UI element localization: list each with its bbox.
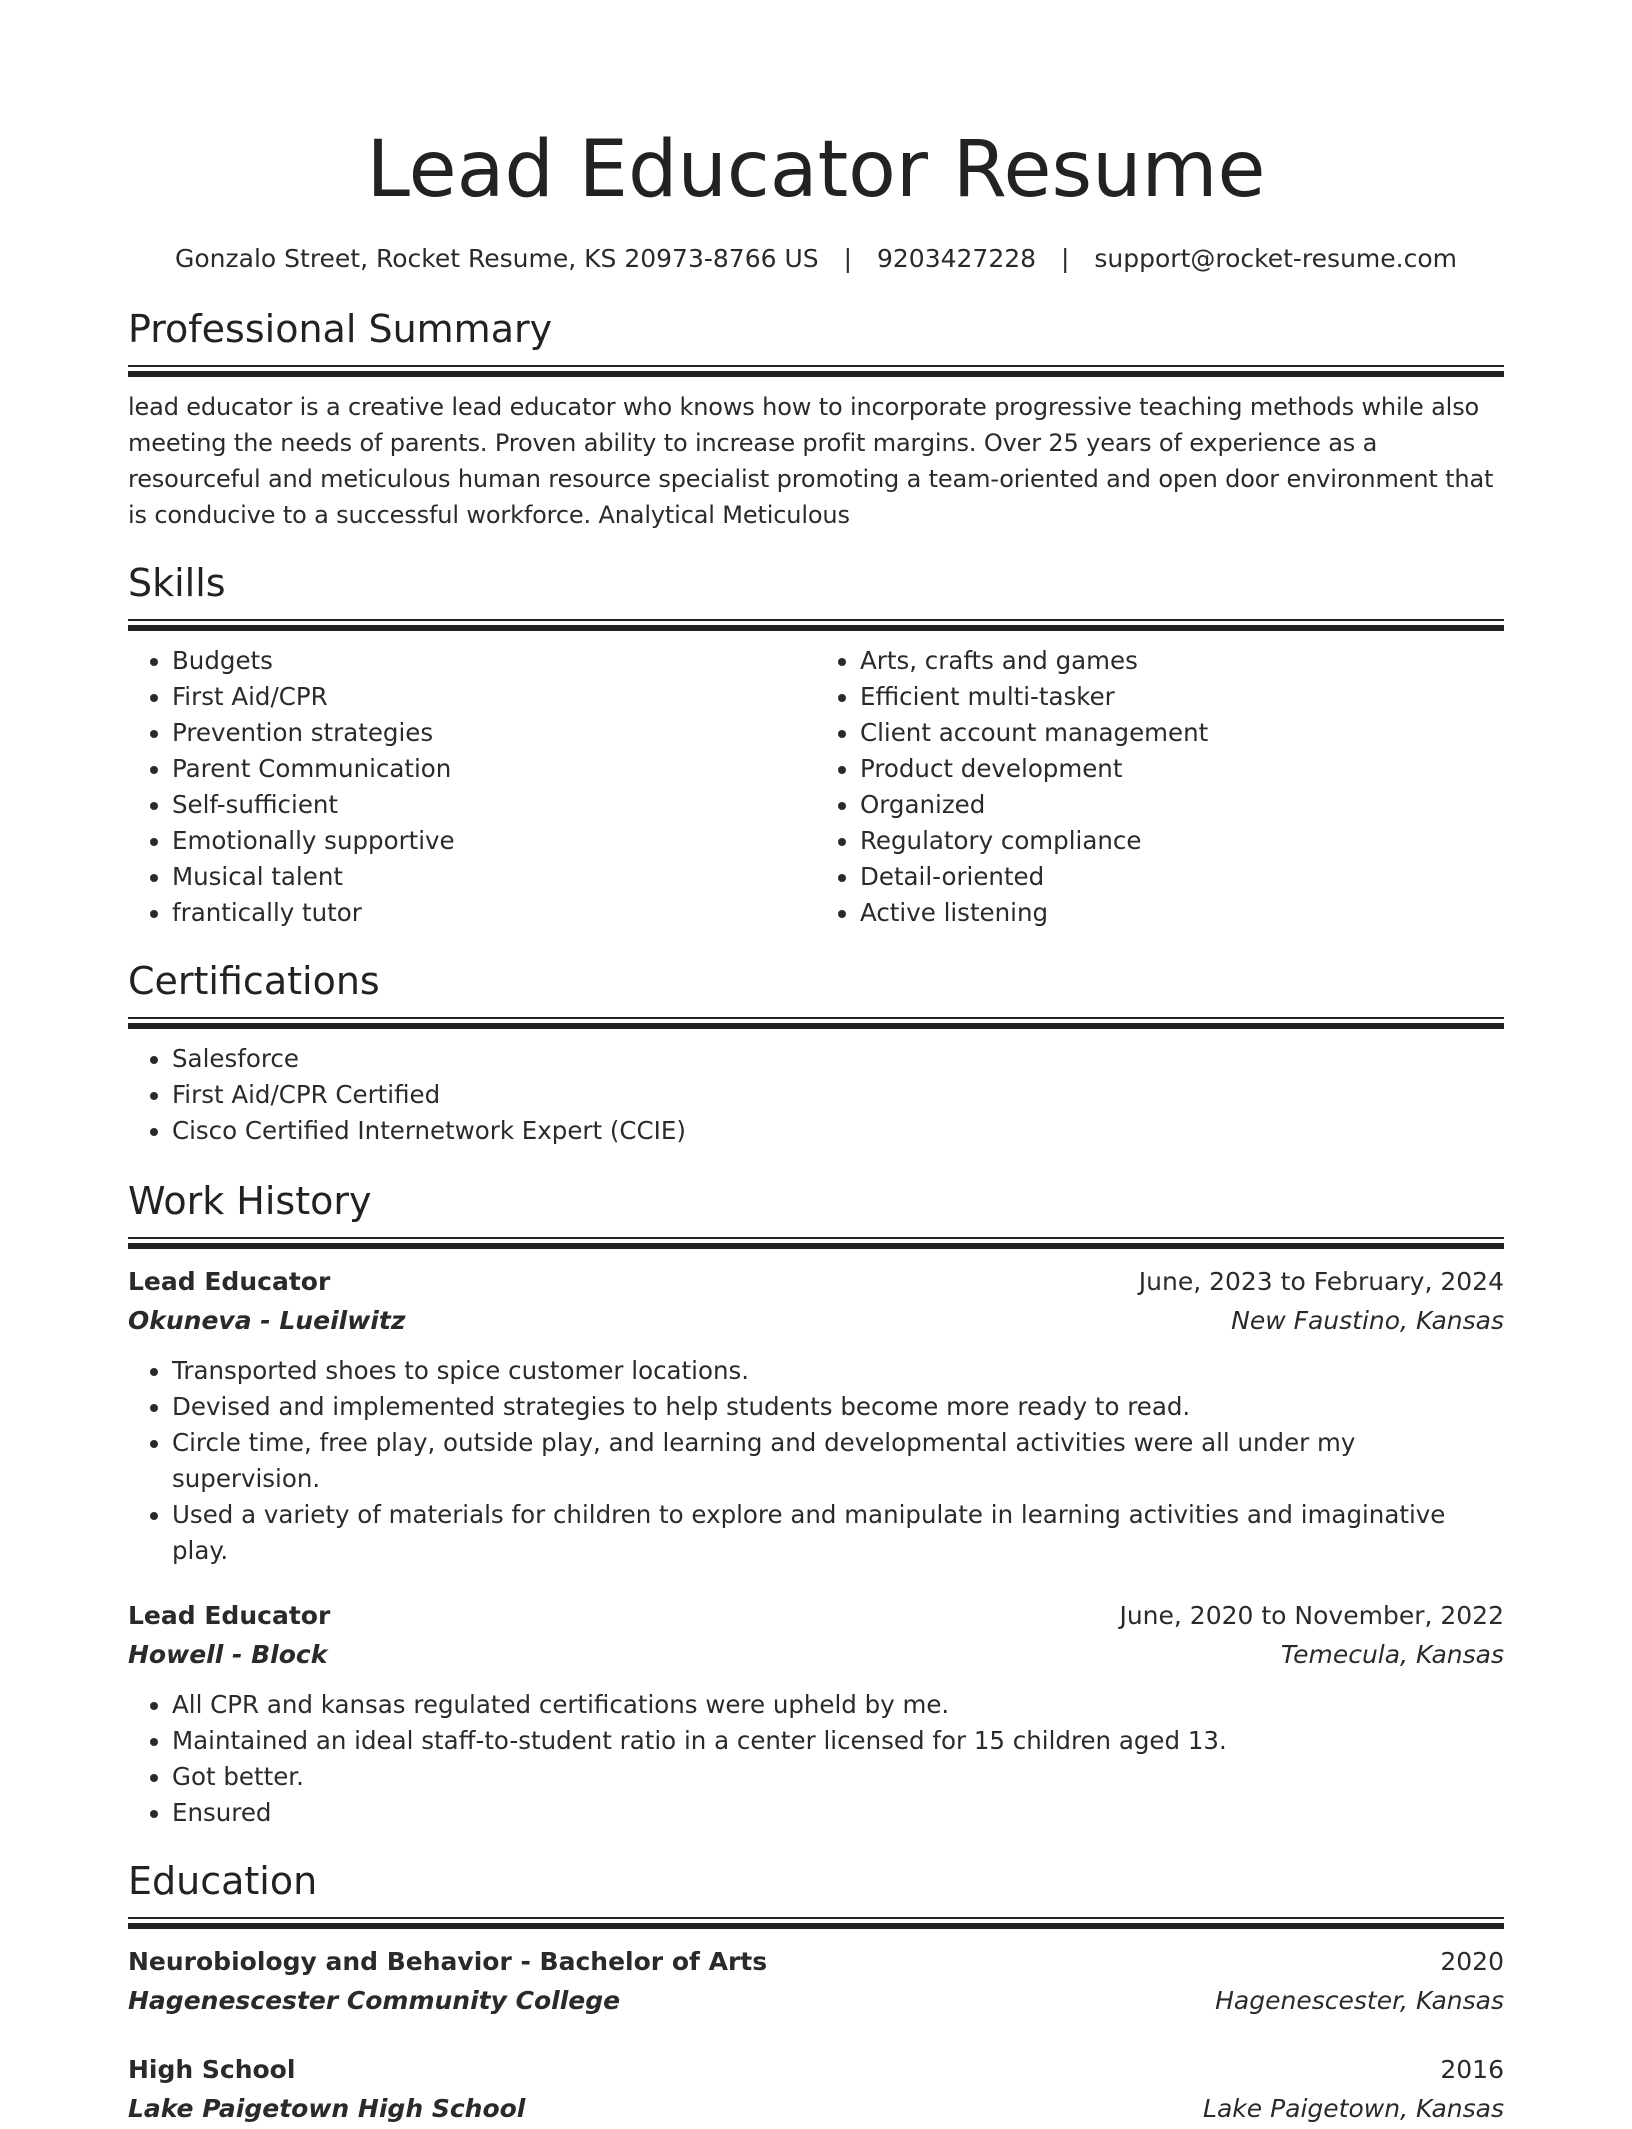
skills-list-right: [816, 643, 1504, 931]
education-location: Lake Paigetown, Kansas: [1203, 2094, 1504, 2123]
list-item: • Emotionally supportive: [172, 823, 816, 859]
section-divider: [128, 1017, 1504, 1029]
section-heading: Education: [128, 1859, 318, 1903]
education-subheader-row: [128, 1981, 1504, 2021]
list-item: • Product development: [860, 751, 1504, 787]
contact-address: Gonzalo Street, Rocket Resume, KS 20973-8766 US: [175, 244, 819, 273]
resume-page: [128, 0, 1504, 2129]
education-year: 2020: [1440, 1947, 1504, 1976]
education-header-row: [128, 2051, 1504, 2089]
section-heading: Skills: [128, 561, 226, 605]
contact-line: [128, 242, 1504, 276]
list-item: • Client account management: [860, 715, 1504, 751]
education-school: Hagenescester Community College: [128, 1986, 621, 2015]
list-item: • Used a variety of materials for children to explore and manipulate in learning activities and imaginative play.: [172, 1497, 1504, 1569]
certifications-list: [128, 1041, 1504, 1149]
list-item: • Detail-oriented: [860, 859, 1504, 895]
list-item: • First Aid/CPR Certified: [172, 1077, 1504, 1113]
job-subheader-row: [128, 1301, 1504, 1341]
list-item: • Circle time, free play, outside play, and learning and developmental activities were all under my supervision.: [172, 1425, 1504, 1497]
education-location: Hagenescester, Kansas: [1215, 1986, 1504, 2015]
contact-phone: 9203427228: [876, 244, 1037, 273]
skills-grid: [128, 643, 1504, 931]
list-item: • Active listening: [860, 895, 1504, 931]
list-item: • Ensured: [172, 1795, 1504, 1831]
job-header-row: [128, 1597, 1504, 1635]
contact-separator: |: [843, 244, 853, 273]
job-subheader-row: [128, 1635, 1504, 1675]
job-entry: [128, 1597, 1504, 1831]
summary-section: [128, 305, 1504, 533]
list-item: • Devised and implemented strategies to help students become more ready to read.: [172, 1389, 1504, 1425]
job-title: Lead Educator: [128, 1267, 331, 1296]
education-header-row: [128, 1943, 1504, 1981]
job-location: New Faustino, Kansas: [1231, 1306, 1504, 1335]
list-item: • Organized: [860, 787, 1504, 823]
education-entry: [128, 2051, 1504, 2129]
education-section: [128, 1857, 1504, 2129]
list-item: • First Aid/CPR: [172, 679, 816, 715]
contact-email: support@rocket-resume.com: [1094, 244, 1457, 273]
job-dates: June, 2020 to November, 2022: [1119, 1601, 1504, 1630]
education-year: 2016: [1440, 2055, 1504, 2084]
job-bullets: [128, 1353, 1504, 1569]
list-item: • Regulatory compliance: [860, 823, 1504, 859]
list-item: • Salesforce: [172, 1041, 1504, 1077]
section-divider: [128, 619, 1504, 631]
list-item: • Self-sufficient: [172, 787, 816, 823]
job-header-row: [128, 1263, 1504, 1301]
section-heading: Work History: [128, 1179, 372, 1223]
list-item: • Musical talent: [172, 859, 816, 895]
education-entry: [128, 1943, 1504, 2021]
list-item: • Cisco Certified Internetwork Expert (CCIE): [172, 1113, 1504, 1149]
job-bullets: [128, 1687, 1504, 1831]
job-company: Okuneva - Lueilwitz: [128, 1306, 406, 1335]
education-degree: High School: [128, 2055, 296, 2084]
skills-section: [128, 559, 1504, 931]
education-subheader-row: [128, 2089, 1504, 2129]
resume-title: Lead Educator Resume: [366, 125, 1266, 215]
list-item: • frantically tutor: [172, 895, 816, 931]
section-divider: [128, 1917, 1504, 1929]
education-degree: Neurobiology and Behavior - Bachelor of Arts: [128, 1947, 768, 1976]
job-dates: June, 2023 to February, 2024: [1138, 1267, 1504, 1296]
education-school: Lake Paigetown High School: [128, 2094, 526, 2123]
job-location: Temecula, Kansas: [1280, 1640, 1504, 1669]
list-item: • Efficient multi-tasker: [860, 679, 1504, 715]
summary-text: lead educator is a creative lead educator who knows how to incorporate progressive teaching methods while also meeting the needs of parents. Proven ability to increase profit margins. Over 25 years of experience as a resourceful and meticulous human resource specialist promoting a team-oriented and open door environment that is conducive to a successful workforce. Analytical Meticulous: [128, 393, 1494, 529]
section-heading: Professional Summary: [128, 307, 553, 351]
job-company: Howell - Block: [128, 1640, 328, 1669]
list-item: • All CPR and kansas regulated certifications were upheld by me.: [172, 1687, 1504, 1723]
certifications-section: [128, 957, 1504, 1149]
contact-separator: |: [1061, 244, 1070, 273]
section-heading: Certifications: [128, 959, 380, 1003]
list-item: • Arts, crafts and games: [860, 643, 1504, 679]
job-entry: [128, 1263, 1504, 1569]
list-item: • Parent Communication: [172, 751, 816, 787]
skills-list-left: [128, 643, 816, 931]
list-item: • Prevention strategies: [172, 715, 816, 751]
list-item: • Budgets: [172, 643, 816, 679]
job-title: Lead Educator: [128, 1601, 331, 1630]
list-item: • Maintained an ideal staff-to-student ratio in a center licensed for 15 children aged 13.: [172, 1723, 1504, 1759]
section-divider: [128, 1237, 1504, 1249]
work-history-section: [128, 1177, 1504, 1831]
list-item: • Transported shoes to spice customer locations.: [172, 1353, 1504, 1389]
section-divider: [128, 365, 1504, 377]
list-item: • Got better.: [172, 1759, 1504, 1795]
